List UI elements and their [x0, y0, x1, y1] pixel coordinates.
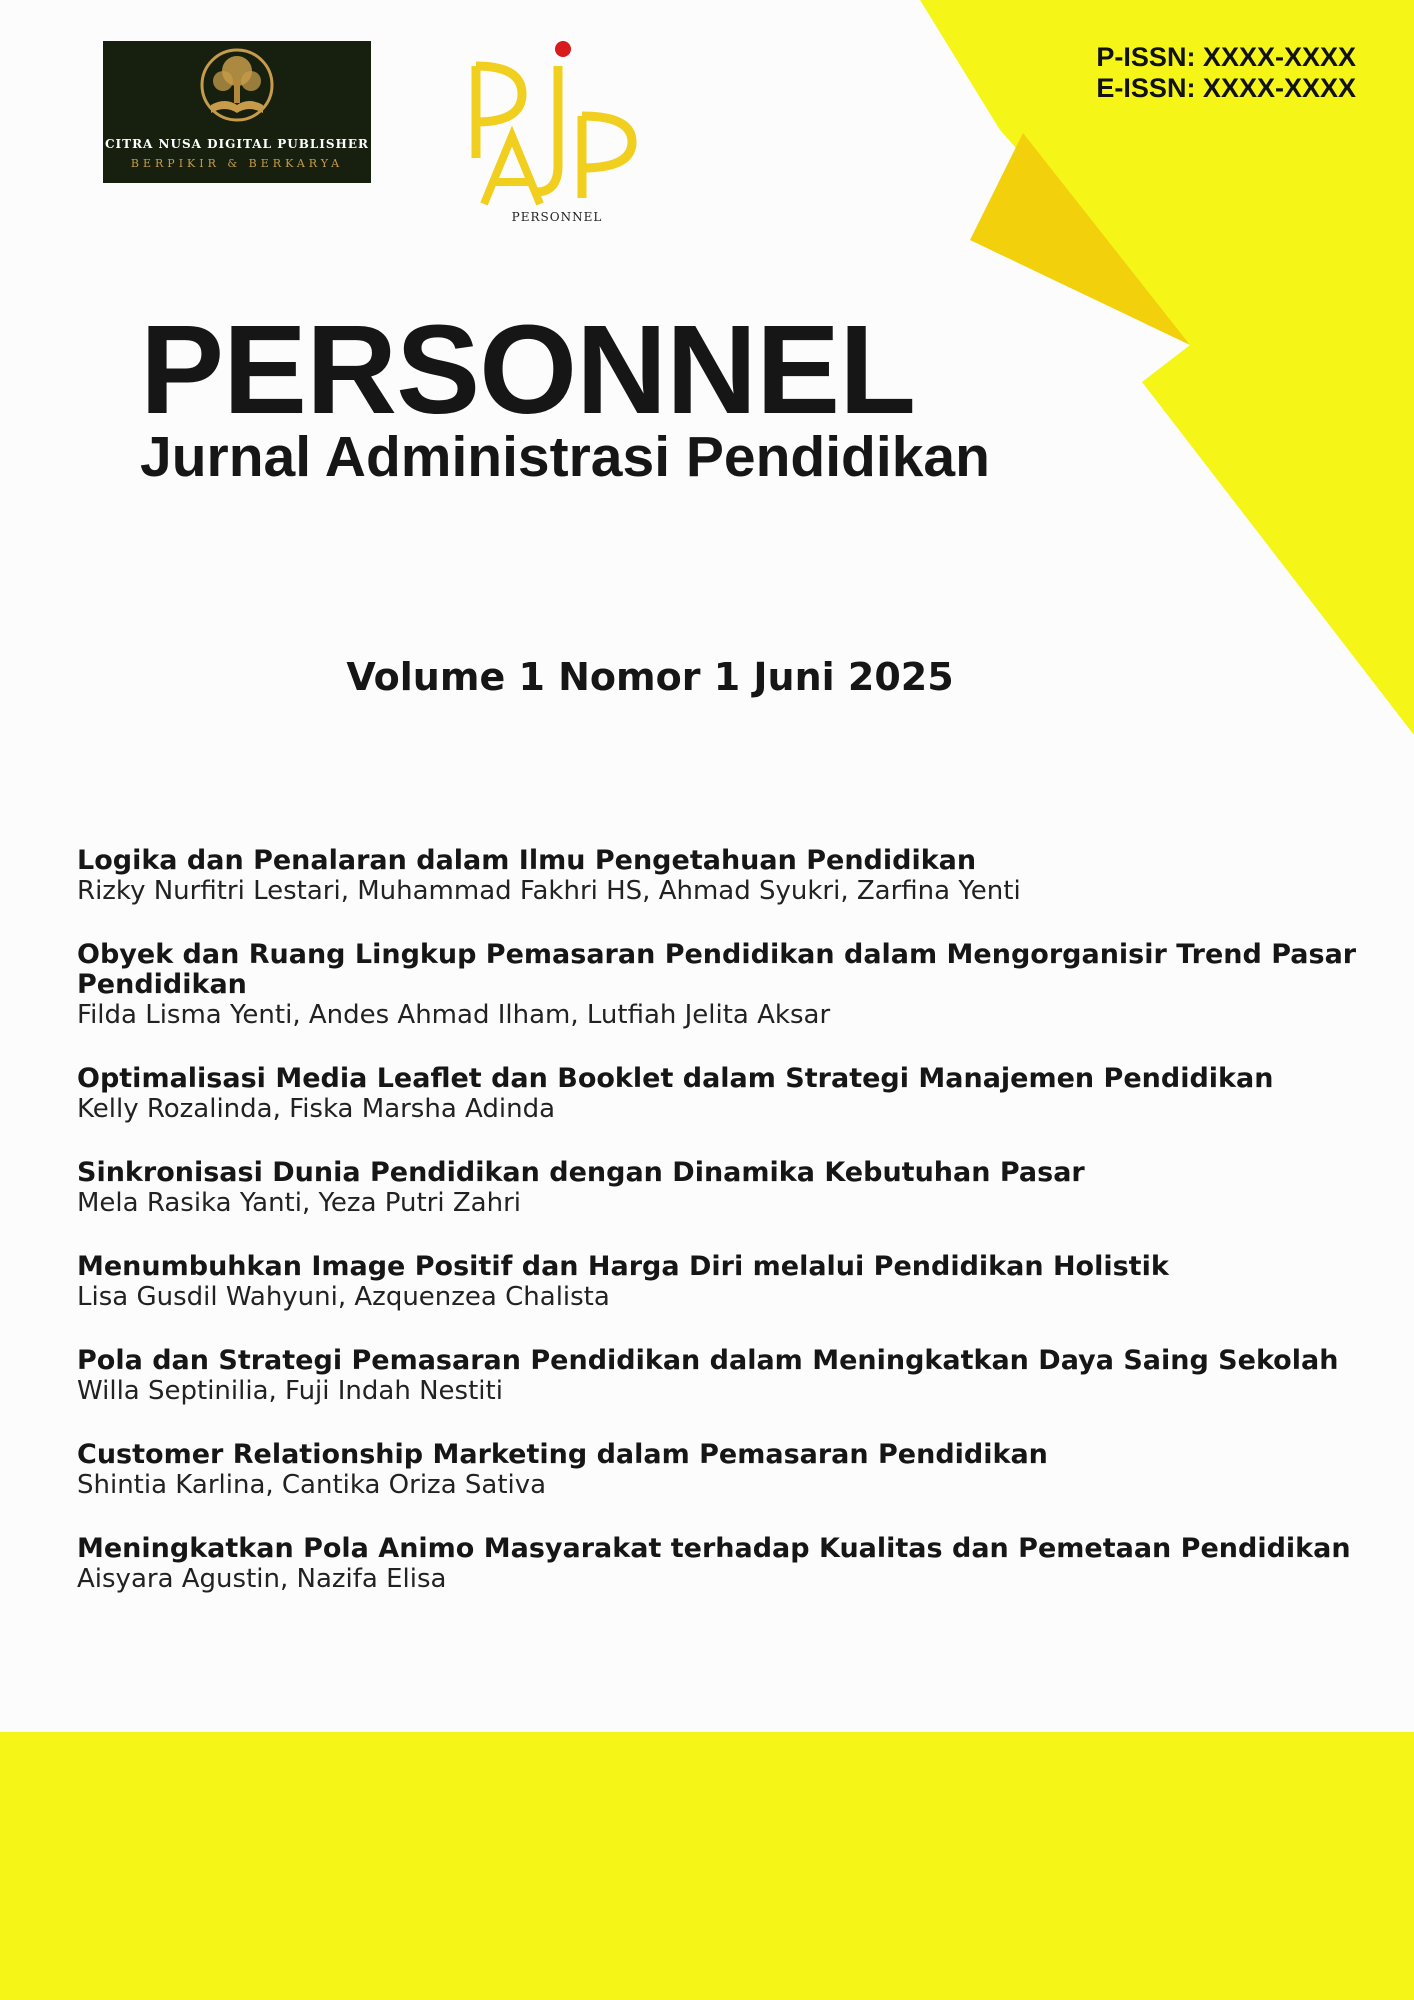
publisher-tagline: BERPIKIR & BERKARYA [130, 157, 344, 170]
yellow-corner-triangle [920, 0, 1414, 735]
journal-logo-label: PERSONNEL [511, 210, 603, 224]
article-title: Sinkronisasi Dunia Pendidikan dengan Dinamika Kebutuhan Pasar [77, 1157, 1085, 1188]
journal-title: PERSONNEL [140, 299, 916, 440]
article-title: Pola dan Strategi Pemasaran Pendidikan dalam Meningkatkan Daya Saing Sekolah [77, 1345, 1339, 1376]
article-title: Logika dan Penalaran dalam Ilmu Pengetahuan Pendidikan [77, 845, 977, 876]
article-title: Meningkatkan Pola Animo Masyarakat terhadap Kualitas dan Pemetaan Pendidikan [77, 1533, 1351, 1564]
print-issn: P-ISSN: XXXX-XXXX [1096, 42, 1356, 72]
issue-volume: Volume 1 Nomor 1 Juni 2025 [346, 655, 954, 699]
article-item [77, 1064, 1357, 1124]
article-item [77, 940, 1357, 1030]
journal-subtitle: Jurnal Administrasi Pendidikan [140, 425, 990, 489]
article-authors: Aisyara Agustin, Nazifa Elisa [77, 1564, 447, 1594]
article-title: Obyek dan Ruang Lingkup Pemasaran Pendidikan dalam Mengorganisir Trend Pasar Pendidikan [77, 939, 1357, 1000]
issn-block [1096, 42, 1356, 104]
tree-book-icon [199, 47, 275, 133]
article-item [77, 846, 1357, 906]
article-item [77, 1534, 1357, 1594]
article-authors: Lisa Gusdil Wahyuni, Azquenzea Chalista [77, 1282, 610, 1312]
article-authors: Willa Septinilia, Fuji Indah Nestiti [77, 1376, 503, 1406]
article-title: Menumbuhkan Image Positif dan Harga Diri melalui Pendidikan Holistik [77, 1251, 1169, 1282]
article-authors: Shintia Karlina, Cantika Oriza Sativa [77, 1470, 547, 1500]
article-authors: Kelly Rozalinda, Fiska Marsha Adinda [77, 1094, 556, 1124]
article-item [77, 1252, 1357, 1312]
article-authors: Filda Lisma Yenti, Andes Ahmad Ilham, Lutfiah Jelita Aksar [77, 1000, 831, 1030]
article-item [77, 1346, 1357, 1406]
journal-monogram-icon [462, 36, 652, 206]
footer-band [0, 1732, 1414, 2000]
electronic-issn: E-ISSN: XXXX-XXXX [1096, 73, 1356, 103]
article-list [77, 846, 1357, 1628]
article-item [77, 1440, 1357, 1500]
article-title: Optimalisasi Media Leaflet dan Booklet dalam Strategi Manajemen Pendidikan [77, 1063, 1274, 1094]
article-item [77, 1158, 1357, 1218]
article-authors: Rizky Nurfitri Lestari, Muhammad Fakhri HS, Ahmad Syukri, Zarfina Yenti [77, 876, 1021, 906]
article-title: Customer Relationship Marketing dalam Pemasaran Pendidikan [77, 1439, 1048, 1470]
publisher-name: CITRA NUSA DIGITAL PUBLISHER [104, 137, 370, 151]
publisher-logo [103, 41, 371, 183]
article-authors: Mela Rasika Yanti, Yeza Putri Zahri [77, 1188, 521, 1218]
journal-logo [462, 36, 652, 246]
